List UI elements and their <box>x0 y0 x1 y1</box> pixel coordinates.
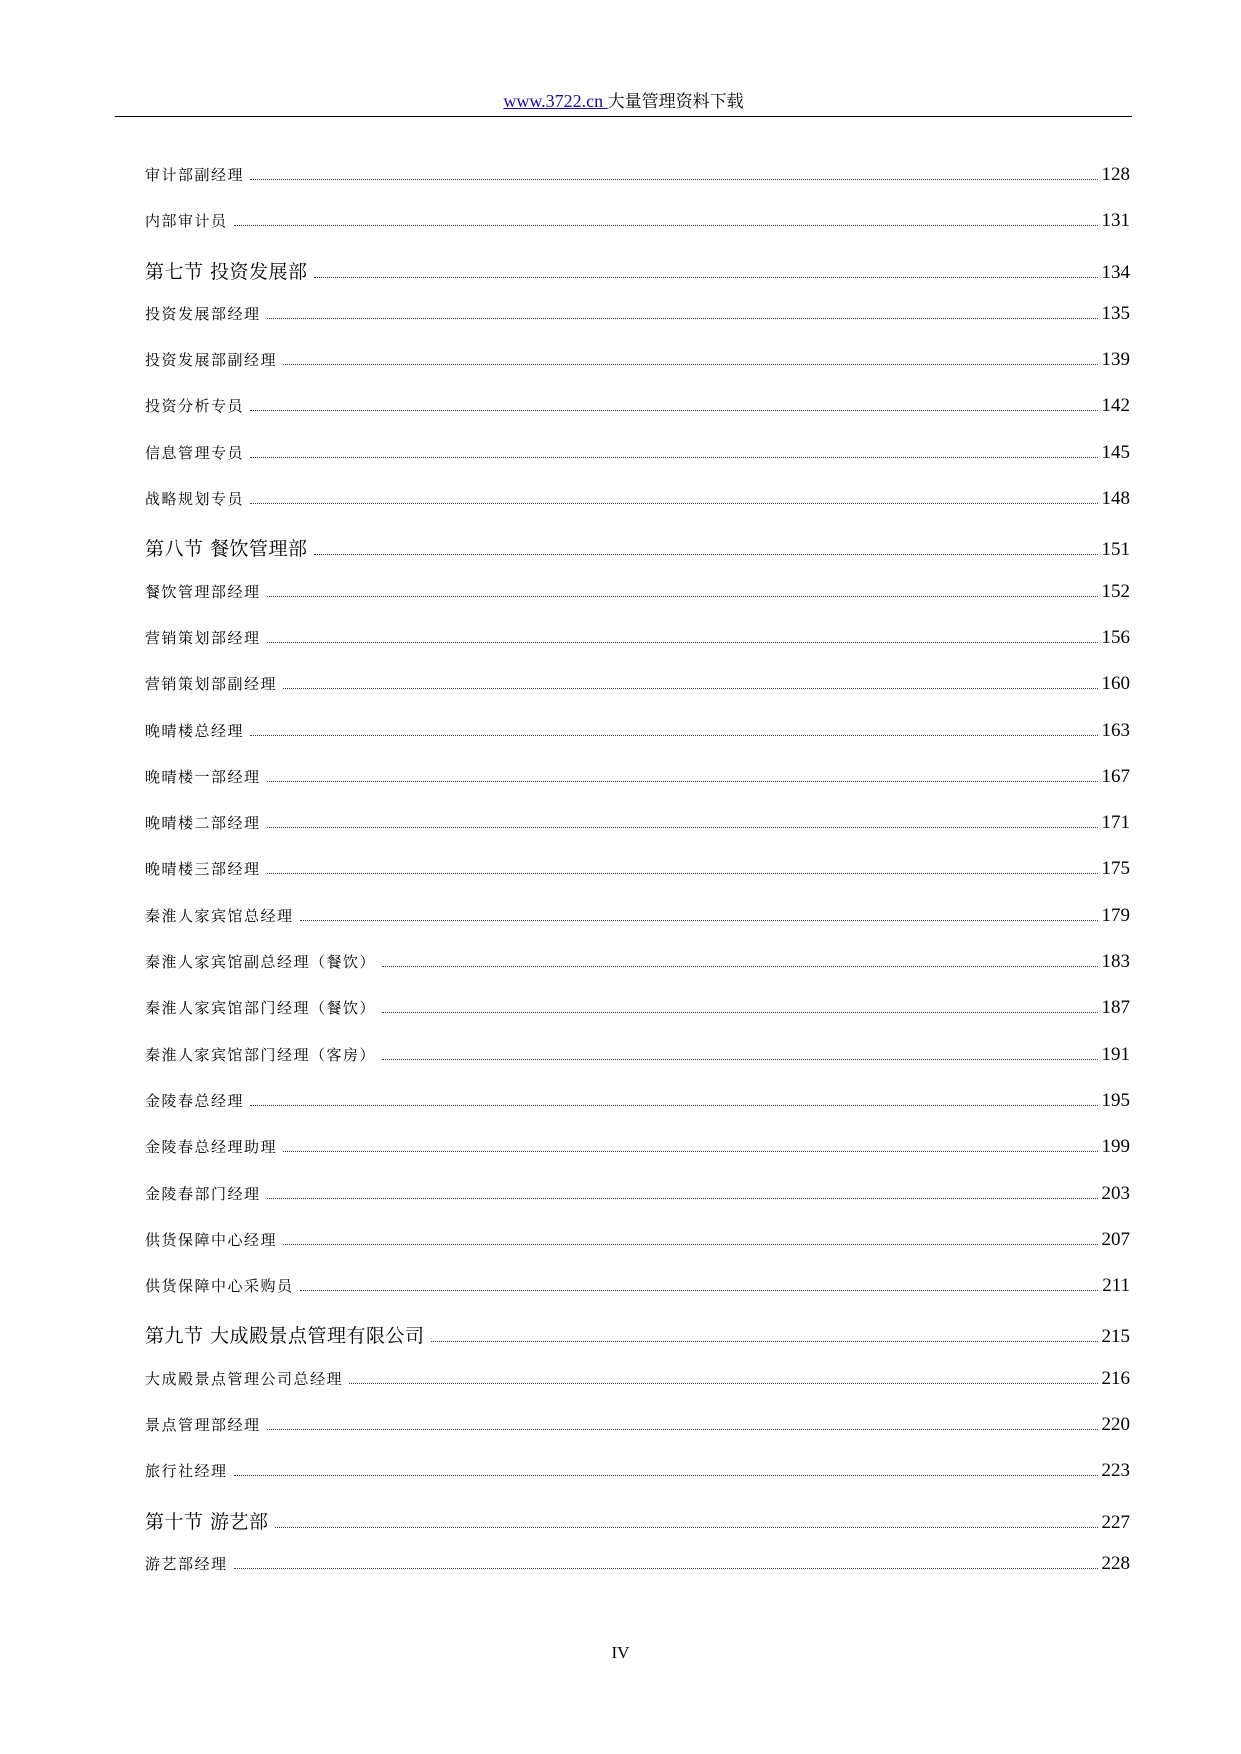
toc-entry-title: 投资分析专员 <box>145 397 245 416</box>
toc-entry-page-number: 199 <box>1101 1136 1130 1158</box>
dot-leader <box>314 554 1098 555</box>
toc-entry[interactable] <box>145 806 1130 852</box>
toc-entry[interactable] <box>145 1130 1130 1176</box>
toc-entry-page-number: 151 <box>1101 539 1130 561</box>
dot-leader <box>234 1475 1098 1476</box>
toc-entry-page-number: 135 <box>1101 302 1130 324</box>
toc-entry-page-number: 183 <box>1101 951 1130 973</box>
dot-leader <box>267 827 1098 828</box>
dot-leader <box>267 781 1098 782</box>
toc-entry-page-number: 160 <box>1101 673 1130 695</box>
dot-leader <box>250 410 1097 411</box>
toc-entry-page-number: 163 <box>1101 719 1130 741</box>
toc-entry-title: 旅行社经理 <box>145 1462 228 1481</box>
dot-leader <box>283 1151 1097 1152</box>
page-number: IV <box>611 1643 630 1662</box>
dot-leader <box>382 1012 1097 1013</box>
toc-entry-title: 第七节 投资发展部 <box>145 260 308 283</box>
header-text: 大量管理资料下载 <box>607 92 744 112</box>
toc-entry-page-number: 223 <box>1101 1460 1130 1482</box>
toc-entry-page-number: 216 <box>1101 1367 1130 1389</box>
toc-entry-page-number: 167 <box>1101 765 1130 787</box>
toc-entry-title: 投资发展部副经理 <box>145 351 278 370</box>
toc-entry[interactable] <box>145 899 1130 945</box>
toc-entry-title: 晚晴楼三部经理 <box>145 860 261 879</box>
toc-entry-title: 晚晴楼二部经理 <box>145 814 261 833</box>
toc-entry-title: 信息管理专员 <box>145 443 245 462</box>
toc-entry-page-number: 128 <box>1101 164 1130 185</box>
toc-entry[interactable] <box>145 1454 1130 1500</box>
toc-entry[interactable] <box>145 667 1130 713</box>
toc-entry-page-number: 131 <box>1101 210 1130 232</box>
toc-entry[interactable] <box>145 991 1130 1037</box>
dot-leader <box>250 179 1097 180</box>
toc-entry-page-number: 134 <box>1101 261 1130 283</box>
toc-entry-title: 营销策划部经理 <box>145 628 261 647</box>
toc-entry-title: 秦淮人家宾馆副总经理（餐饮） <box>145 953 377 972</box>
toc-entry-title: 金陵春总经理助理 <box>145 1138 278 1157</box>
toc-entry-title: 金陵春部门经理 <box>145 1184 261 1203</box>
dot-leader <box>314 277 1098 278</box>
toc-entry[interactable] <box>145 1038 1130 1084</box>
toc-entry-title: 战略规划专员 <box>145 490 245 509</box>
toc-entry-title: 第八节 餐饮管理部 <box>145 538 308 561</box>
dot-leader <box>234 1568 1098 1569</box>
toc-entry-page-number: 228 <box>1101 1552 1130 1574</box>
toc-section-entry[interactable] <box>145 528 1130 574</box>
toc-entry-title: 内部审计员 <box>145 212 228 231</box>
toc-entry[interactable] <box>145 1547 1130 1593</box>
toc-entry[interactable] <box>145 1362 1130 1408</box>
toc-entry[interactable] <box>145 1223 1130 1269</box>
toc-entry[interactable] <box>145 1084 1130 1130</box>
toc-entry[interactable] <box>145 575 1130 621</box>
toc-entry-page-number: 227 <box>1101 1511 1130 1533</box>
dot-leader <box>250 457 1097 458</box>
toc-section-entry[interactable] <box>145 1501 1130 1547</box>
toc-entry[interactable] <box>145 297 1130 343</box>
toc-entry-page-number: 171 <box>1101 812 1130 834</box>
toc-entry-page-number: 179 <box>1101 904 1130 926</box>
dot-leader <box>382 966 1097 967</box>
toc-entry[interactable] <box>145 158 1130 204</box>
toc-entry-title: 投资发展部经理 <box>145 304 261 323</box>
toc-entry[interactable] <box>145 1177 1130 1223</box>
dot-leader <box>382 1059 1097 1060</box>
toc-entry[interactable] <box>145 945 1130 991</box>
toc-entry[interactable] <box>145 852 1130 898</box>
toc-entry[interactable] <box>145 621 1130 667</box>
header-link[interactable]: www.3722.cn <box>503 91 608 111</box>
toc-entry-title: 供货保障中心采购员 <box>145 1277 294 1296</box>
dot-leader <box>250 503 1097 504</box>
toc-entry-page-number: 211 <box>1102 1275 1130 1297</box>
toc-entry-page-number: 203 <box>1101 1182 1130 1204</box>
toc-entry-title: 第十节 游艺部 <box>145 1510 269 1533</box>
toc-entry-title: 餐饮管理部经理 <box>145 582 261 601</box>
toc-entry-title: 供货保障中心经理 <box>145 1230 278 1249</box>
toc-entry-title: 秦淮人家宾馆总经理 <box>145 906 294 925</box>
table-of-contents <box>145 158 1130 1593</box>
toc-entry[interactable] <box>145 714 1130 760</box>
toc-entry-title: 游艺部经理 <box>145 1554 228 1573</box>
dot-leader <box>275 1527 1098 1528</box>
toc-entry-title: 金陵春总经理 <box>145 1091 245 1110</box>
toc-entry-page-number: 145 <box>1101 441 1130 463</box>
toc-entry[interactable] <box>145 760 1130 806</box>
page-header <box>115 86 1132 117</box>
toc-section-entry[interactable] <box>145 1315 1130 1361</box>
dot-leader <box>300 920 1098 921</box>
dot-leader <box>431 1341 1098 1342</box>
toc-entry[interactable] <box>145 1408 1130 1454</box>
toc-entry-title: 景点管理部经理 <box>145 1416 261 1435</box>
toc-entry-page-number: 215 <box>1101 1326 1130 1348</box>
toc-entry-page-number: 142 <box>1101 395 1130 417</box>
toc-entry-page-number: 152 <box>1101 580 1130 602</box>
dot-leader <box>267 642 1098 643</box>
toc-entry[interactable] <box>145 204 1130 250</box>
toc-entry[interactable] <box>145 482 1130 528</box>
dot-leader <box>267 1198 1098 1199</box>
dot-leader <box>250 1105 1097 1106</box>
toc-entry-title: 秦淮人家宾馆部门经理（客房） <box>145 1045 377 1064</box>
toc-entry[interactable] <box>145 1269 1130 1315</box>
toc-entry-page-number: 207 <box>1101 1228 1130 1250</box>
dot-leader <box>267 596 1098 597</box>
toc-entry-title: 晚晴楼总经理 <box>145 721 245 740</box>
toc-entry-page-number: 220 <box>1101 1414 1130 1436</box>
toc-entry-title: 秦淮人家宾馆部门经理（餐饮） <box>145 999 377 1018</box>
toc-entry-page-number: 195 <box>1101 1089 1130 1111</box>
toc-entry-page-number: 187 <box>1101 997 1130 1019</box>
toc-entry-title: 大成殿景点管理公司总经理 <box>145 1369 344 1388</box>
dot-leader <box>267 318 1098 319</box>
toc-section-entry[interactable] <box>145 251 1130 297</box>
dot-leader <box>283 688 1097 689</box>
toc-entry-page-number: 156 <box>1101 626 1130 648</box>
dot-leader <box>250 735 1097 736</box>
dot-leader <box>267 873 1098 874</box>
toc-entry[interactable] <box>145 389 1130 435</box>
dot-leader <box>283 364 1097 365</box>
dot-leader <box>234 225 1098 226</box>
toc-entry-title: 第九节 大成殿景点管理有限公司 <box>145 1325 425 1348</box>
toc-entry-page-number: 175 <box>1101 858 1130 880</box>
toc-entry-title: 营销策划部副经理 <box>145 675 278 694</box>
toc-entry[interactable] <box>145 436 1130 482</box>
toc-entry-title: 审计部副经理 <box>145 166 245 184</box>
toc-entry-page-number: 191 <box>1101 1043 1130 1065</box>
toc-entry[interactable] <box>145 343 1130 389</box>
dot-leader <box>300 1290 1099 1291</box>
toc-entry-page-number: 139 <box>1101 349 1130 371</box>
toc-entry-page-number: 148 <box>1101 488 1130 510</box>
dot-leader <box>349 1383 1097 1384</box>
dot-leader <box>283 1244 1097 1245</box>
toc-entry-title: 晚晴楼一部经理 <box>145 767 261 786</box>
dot-leader <box>267 1429 1098 1430</box>
